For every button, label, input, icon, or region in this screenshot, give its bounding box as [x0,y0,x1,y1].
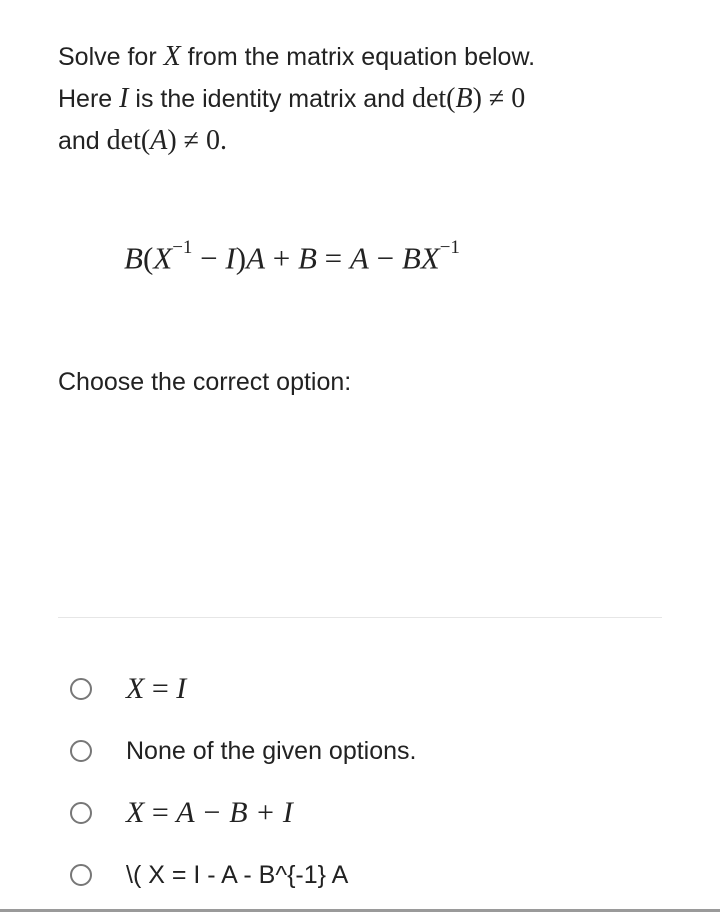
question-line-3: and det(A) ≠ 0. [58,125,228,156]
question-line-2: Here I is the identity matrix and det(B) ≠ 0 [58,83,526,114]
option-x-equals-i[interactable] [70,658,670,720]
instruction-text: Choose the correct option: [58,368,352,396]
radio-button[interactable] [70,678,92,700]
option-none-of-given[interactable] [70,720,670,782]
option-x-equals-a-minus-b-plus-i[interactable] [70,782,670,844]
radio-button[interactable] [70,802,92,824]
radio-button[interactable] [70,740,92,762]
option-label: X = A − B + I [126,796,293,829]
question-line-1: Solve for X from the matrix equation below. [58,41,536,72]
option-label: X = I [126,672,187,705]
radio-button[interactable] [70,864,92,886]
answer-options [70,658,670,906]
option-raw-latex[interactable] [70,844,670,906]
question-text [58,36,678,162]
option-label: \( X = I - A - B^{-1} A [126,860,349,889]
option-label: None of the given options. [126,736,417,765]
matrix-equation: $B(X^{-1} - I)A + B = A - BX^{-1}$ [124,237,460,276]
divider [58,617,662,618]
